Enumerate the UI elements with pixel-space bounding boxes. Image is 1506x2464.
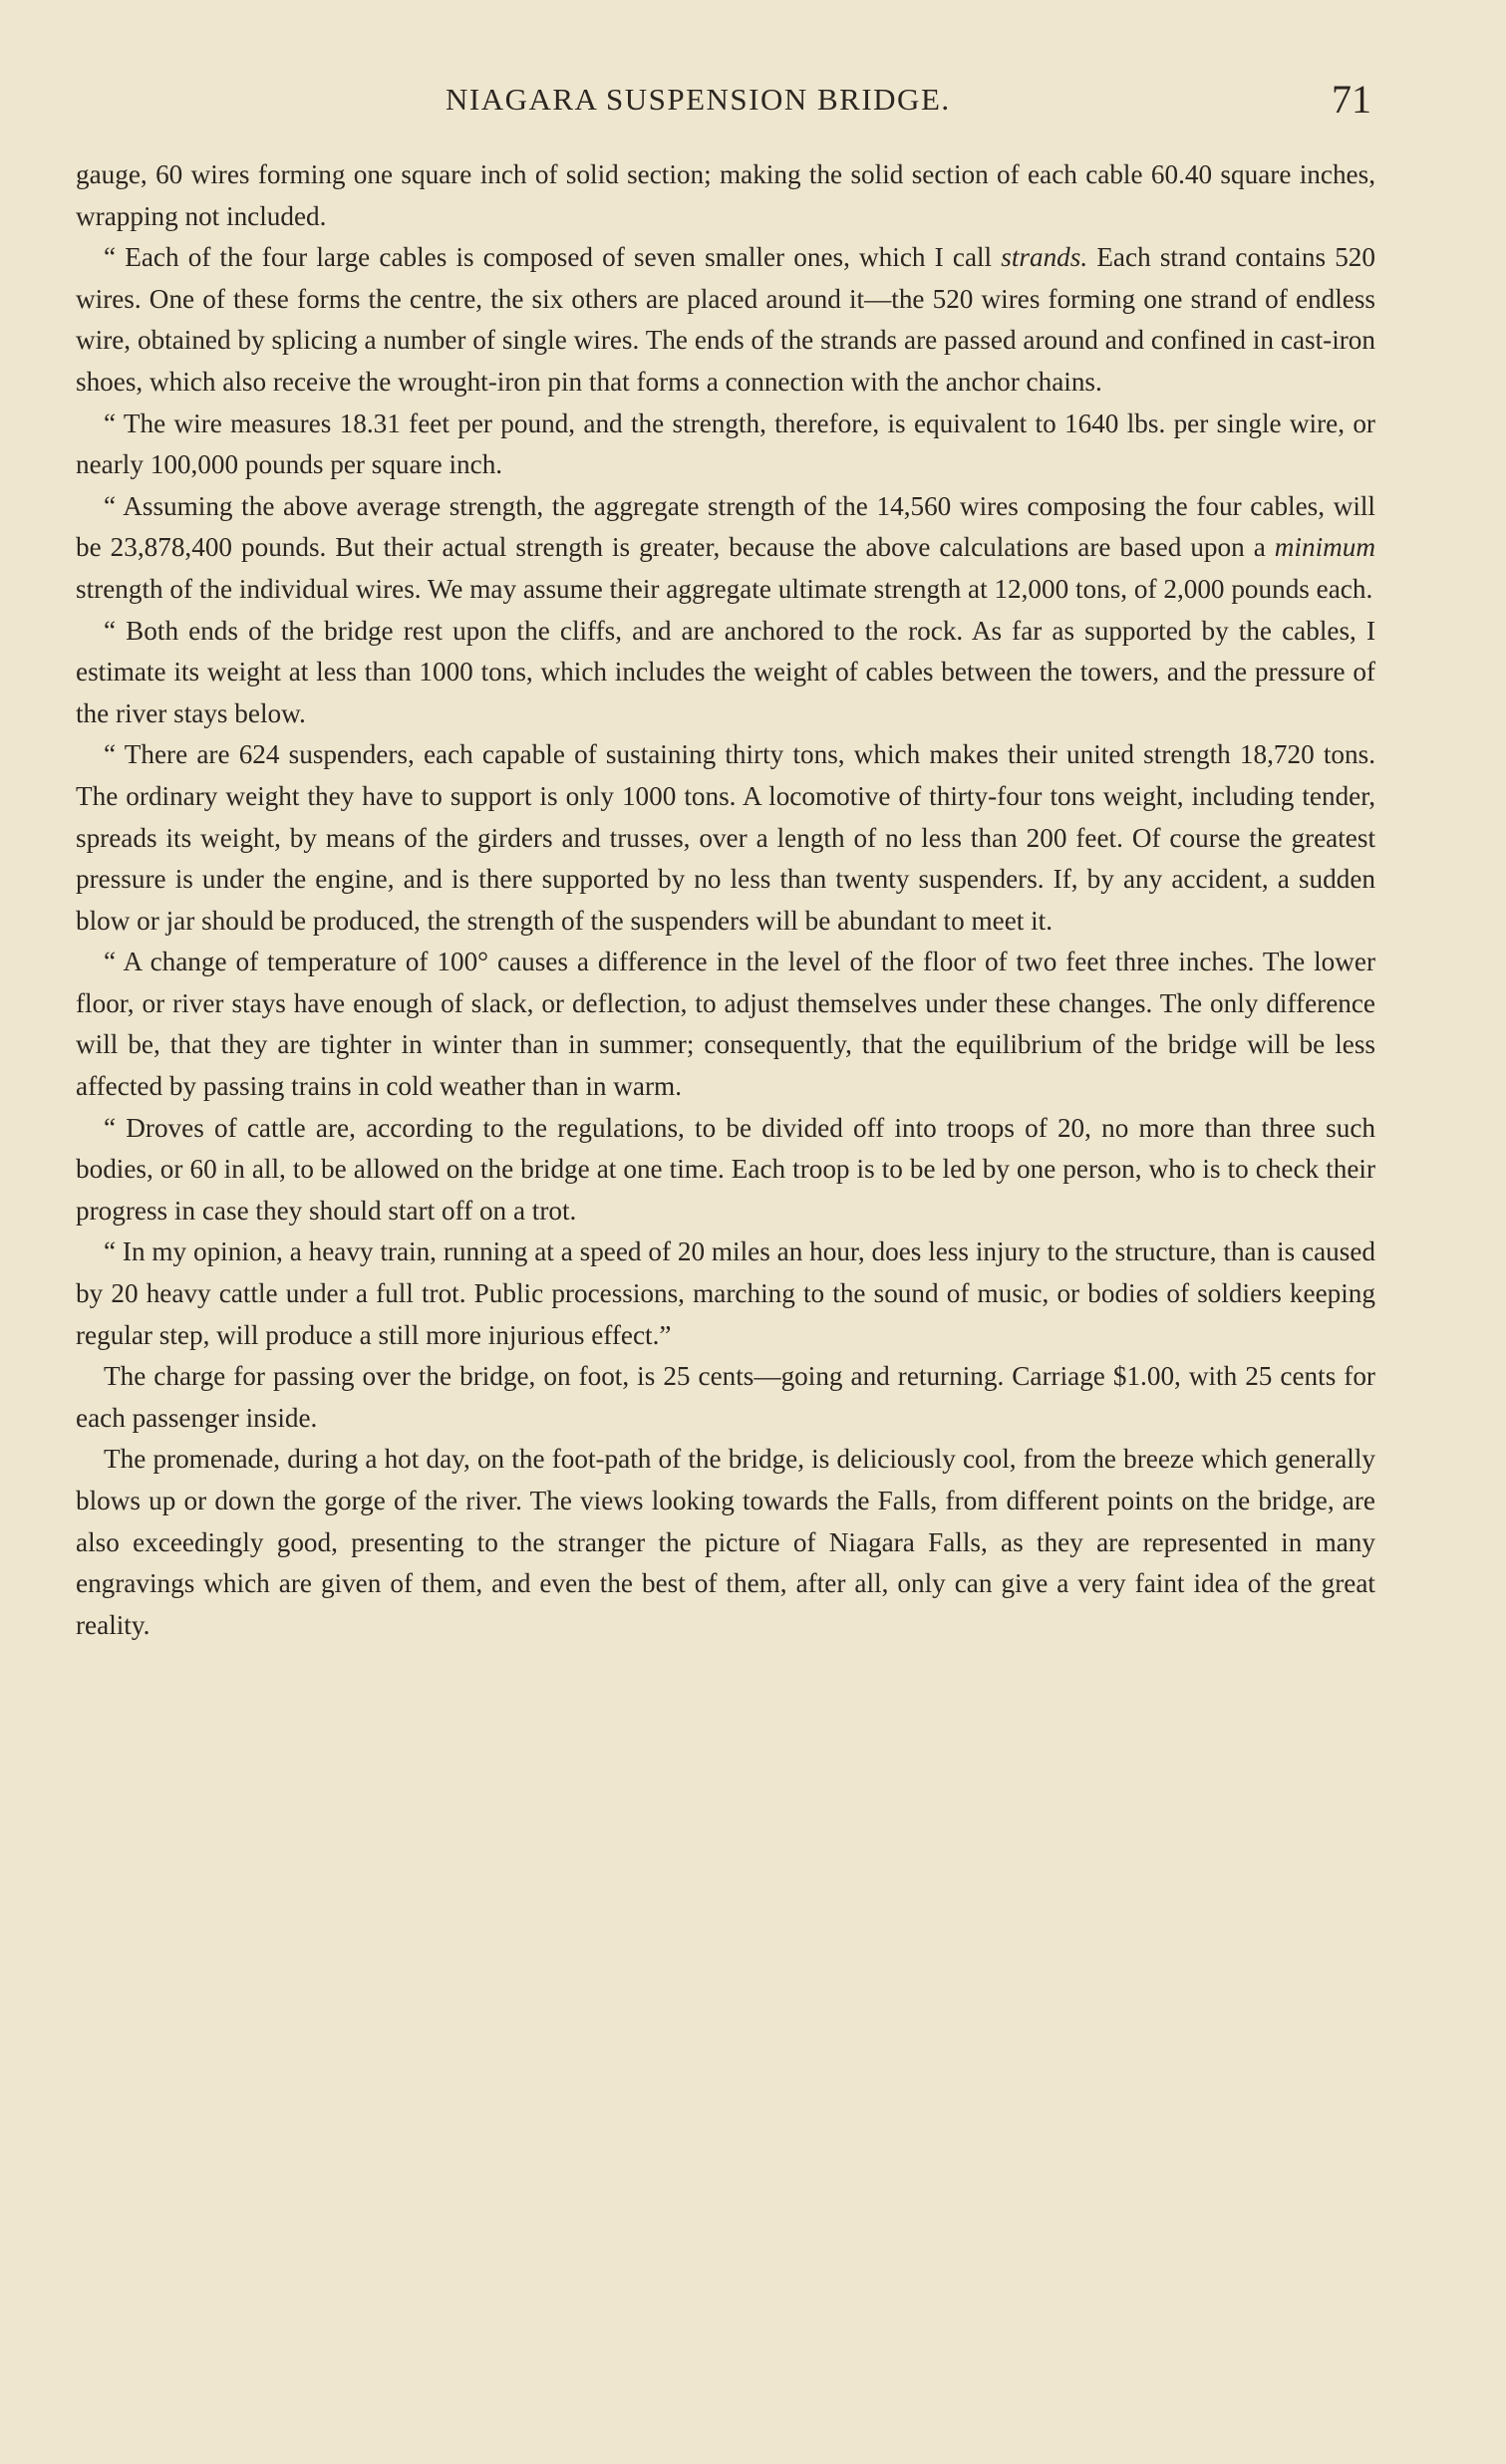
paragraph-11-text: The promenade, during a hot day, on the foot-path of the bridge, is deliciously cool, from the breeze which generally blows up or down the gorge of the river. The views looking towards the Falls, from different points on the bridge, are also exceedingly good, presenting to the stranger the picture of Niagara Falls, as they are represented in many engravings which are given of them, and even the best of them, after all, only can give a very faint idea of the great reality. — [76, 1444, 1375, 1640]
paragraph-4 — [76, 486, 1375, 611]
paragraph-6 — [76, 734, 1375, 942]
paragraph-8 — [76, 1108, 1375, 1232]
running-title: NIAGARA SUSPENSION BRIDGE. — [446, 82, 951, 117]
paragraph-10 — [76, 1356, 1375, 1439]
paragraph-7-text: “ A change of temperature of 100° causes a difference in the level of the floor of two feet three inches. The lower floor, or river stays have enough of slack, or deflection, to adjust themselves under these changes. The only difference will be, that they are tighter in winter than in summer; consequently, that the equilibrium of the bridge will be less affected by passing trains in cold weather than in warm. — [76, 947, 1375, 1102]
paragraph-11 — [76, 1439, 1375, 1646]
paragraph-2-text-b: Each strand contains 520 wires. One of these forms the centre, the six others are placed around it—the 520 wires forming one strand of endless wire, obtained by splicing a number of single wires. The ends of the strands are passed around and confined in cast-iron shoes, which also receive the wrought-iron pin that forms a connection with the anchor chains. — [76, 242, 1375, 397]
paragraph-10-text: The charge for passing over the bridge, on foot, is 25 cents—going and returning. Carriage $1.00, with 25 cents for each passenger inside. — [76, 1361, 1375, 1433]
paragraph-5-text: “ Both ends of the bridge rest upon the cliffs, and are anchored to the rock. As far as supported by the cables, I estimate its weight at less than 1000 tons, which includes the weight of cables between the towers, and the pressure of the river stays below. — [76, 615, 1375, 728]
paragraph-3-text: “ The wire measures 18.31 feet per pound, and the strength, therefore, is equivalent to 1640 lbs. per single wire, or nearly 100,000 pounds per square inch. — [76, 408, 1375, 480]
paragraph-7 — [76, 942, 1375, 1107]
paragraph-1 — [76, 154, 1375, 237]
page-header — [76, 76, 1371, 126]
paragraph-5 — [76, 611, 1375, 735]
paragraph-9-text: “ In my opinion, a heavy train, running at a speed of 20 miles an hour, does less injury to the structure, than is caused by 20 heavy cattle under a full trot. Public processions, marching to the sound of music, or bodies of soldiers keeping regular step, will produce a still more injurious effect.” — [76, 1236, 1375, 1350]
paragraph-4-text-b: strength of the individual wires. We may assume their aggregate ultimate strength at 12,000 tons, of 2,000 pounds each. — [76, 573, 1373, 604]
paragraph-9 — [76, 1232, 1375, 1356]
body-text — [76, 154, 1375, 1646]
paragraph-2-text-a: “ Each of the four large cables is composed of seven smaller ones, which I call — [104, 242, 1002, 273]
paragraph-1-text: gauge, 60 wires forming one square inch of solid section; making the solid section of each cable 60.40 square inches, wrapping not included. — [76, 159, 1375, 231]
paragraph-3 — [76, 404, 1375, 486]
emphasis-strands: strands. — [1001, 242, 1088, 273]
paragraph-4-text-a: “ Assuming the above average strength, the aggregate strength of the 14,560 wires composing the four cables, will be 23,878,400 pounds. But their actual strength is greater, because the above calculations are based upon a — [76, 490, 1375, 563]
paragraph-2 — [76, 237, 1375, 403]
emphasis-minimum: minimum — [1274, 532, 1375, 563]
paragraph-8-text: “ Droves of cattle are, according to the regulations, to be divided off into troops of 20, no more than three such bodies, or 60 in all, to be allowed on the bridge at one time. Each troop is to be led by one person, who is to check their progress in case they should start off on a trot. — [76, 1112, 1375, 1226]
paragraph-6-text: “ There are 624 suspenders, each capable of sustaining thirty tons, which makes their united strength 18,720 tons. The ordinary weight they have to support is only 1000 tons. A locomotive of thirty-four tons weight, including tender, spreads its weight, by means of the girders and trusses, over a length of no less than 200 feet. Of course the greatest pressure is under the engine, and is there supported by no less than twenty suspenders. If, by any accident, a sudden blow or jar should be produced, the strength of the suspenders will be abundant to meet it. — [76, 739, 1375, 936]
page-number: 71 — [1332, 77, 1371, 122]
